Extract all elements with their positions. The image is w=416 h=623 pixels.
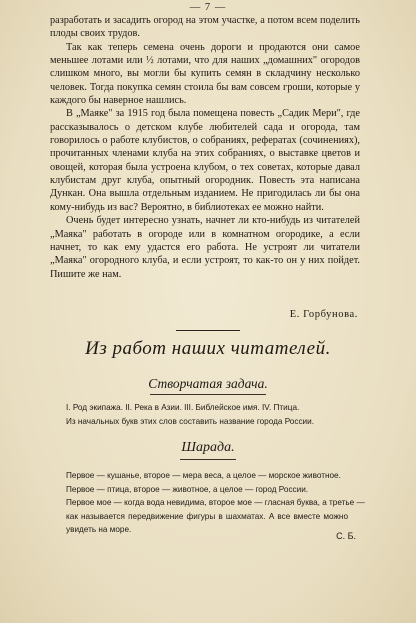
puzzle-line: Из начальных букв этих слов составить название города России. bbox=[66, 416, 314, 426]
section-divider bbox=[176, 330, 240, 331]
puzzle-line: I. Род экипажа. II. Река в Азии. III. Библейское имя. IV. Птица. bbox=[66, 403, 300, 412]
article-body bbox=[50, 14, 360, 281]
article-paragraph: Так как теперь семена очень дороги и продаются они самое меньшее лотами или ½ лотами, что для наших „домашних" огородов слишком много, вы могли бы купить семян в складчину несколько человек. Тогда покупка семян стоила бы вам совсем гроши, которые у каждого бы наверное нашлись. bbox=[50, 41, 360, 107]
puzzle-line: как называется передвижение фигуры в шахматах. А все вместе можно увидеть на море. bbox=[66, 511, 348, 534]
puzzle-signature: С. Б. bbox=[336, 531, 356, 541]
section-title: Из работ наших читателей. bbox=[85, 338, 331, 359]
puzzle-line: Первое мое — когда вода невидима, второе мое — гласная буква, а третье — bbox=[66, 498, 365, 507]
puzzle-title-sharada: Шарада. bbox=[181, 440, 235, 455]
puzzle-stvorchataya-text bbox=[66, 401, 348, 428]
article-paragraph: В „Маяке" за 1915 год была помещена повесть „Садик Мери", где рассказывалось о детском клубе любителей сада и огорода, там говорилось о работе клубистов, о собраниях, рефератах (сочинениях), прочитанных членами клуба на этих собраниях, о выставке цветов и овощей, которая была устроена клубом, о тех советах, которые давал клубистам друг клуба, опытный огородник. Повесть эта написана Дункан. Она вышла отдельным изданием. Не пригодилась ли бы она кому-нибудь из вас? Вероятно, в библиотеках ее можно найти. bbox=[50, 108, 360, 213]
title-underline bbox=[180, 459, 236, 460]
article-signature: Е. Горбунова. bbox=[289, 309, 358, 320]
article-paragraph: разработать и засадить огород на этом участке, а потом всем поделить плоды своих трудов. bbox=[50, 15, 360, 40]
puzzle-line: Первое — кушанье, второе — мера веса, а целое — морское животное. bbox=[66, 471, 341, 480]
title-underline bbox=[150, 394, 266, 395]
article-paragraph: Очень будет интересно узнать, начнет ли кто-нибудь из читателей „Маяка" работать в огороде или в комнатном огородике, а если начнет, то как ему удастся его работа. Не устроят ли читатели „Маяка" огородного клуба, и если устроят, то как-то он у них пойдет. Пишите же нам. bbox=[50, 215, 360, 280]
puzzle-line: Первое — птица, второе — животное, а целое — город России. bbox=[66, 484, 309, 494]
puzzle-title-stvorchataya: Створчатая задача. bbox=[148, 376, 268, 391]
page-number: — 7 — bbox=[189, 2, 227, 13]
